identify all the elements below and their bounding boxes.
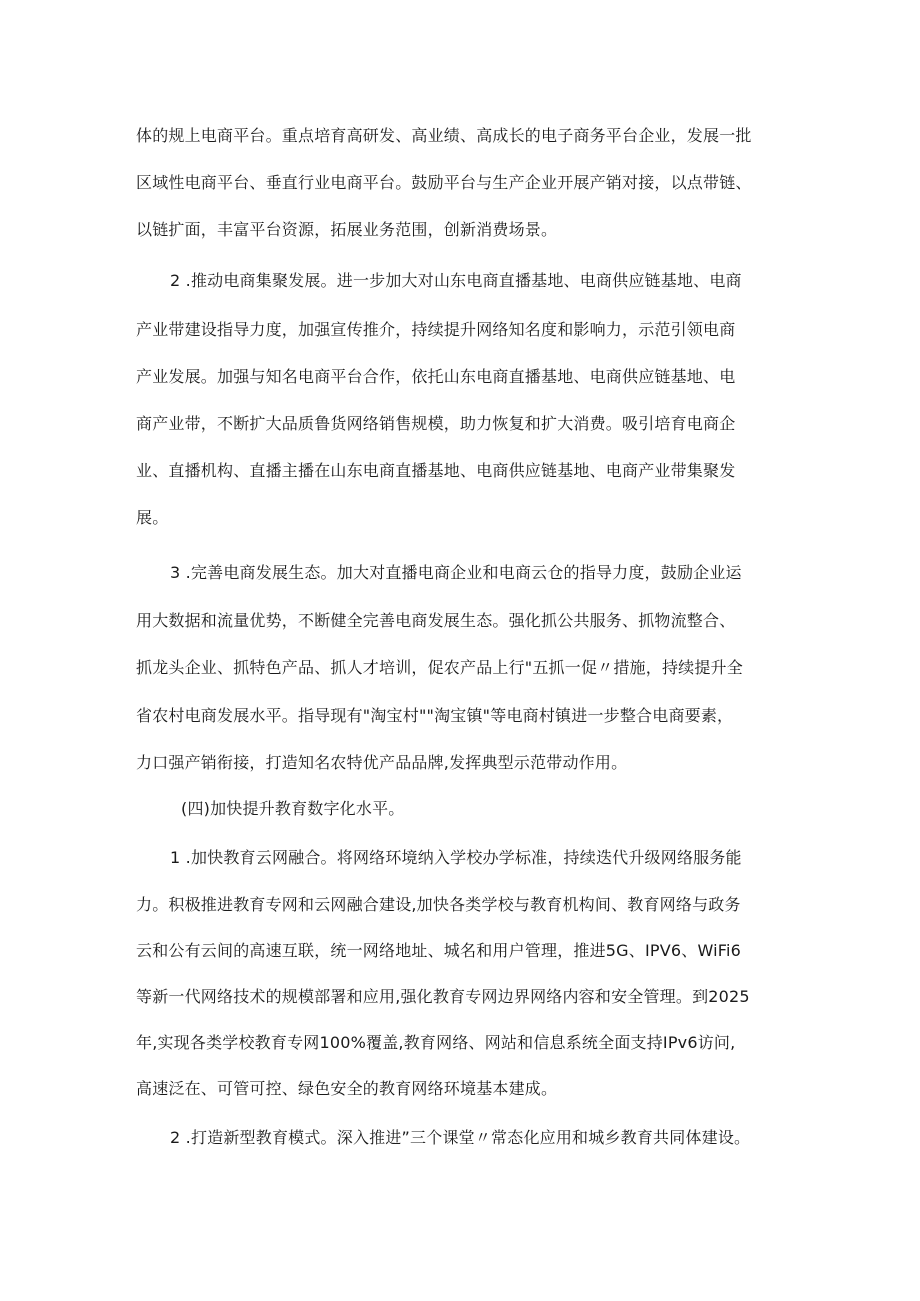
text-line: 产业带建设指导力度，加强宣传推介，持续提升网络知名度和影响力，示范引领电商 <box>136 320 736 339</box>
text-line: 展。 <box>136 508 169 527</box>
section-heading: (四)加快提升教育数字化水平。 <box>181 799 405 818</box>
text-line: 高速泛在、可管可控、绿色安全的教育网络环境基本建成。 <box>136 1079 558 1098</box>
text-line: 省农村电商发展水平。指导现有"淘宝村""淘宝镇"等电商村镇进一步整合电商要素， <box>136 706 734 725</box>
text-line: 抓龙头企业、抓特色产品、抓人才培训，促农产品上行"五抓一促〃措施，持续提升全 <box>136 658 743 677</box>
text-line: 力口强产销衔接，打造知名农特优产品品牌,发挥典型示范带动作用。 <box>136 753 628 772</box>
text-line: 体的规上电商平台。重点培育高研发、高业绩、高成长的电子商务平台企业，发展一批 <box>136 126 752 145</box>
text-line: 2 .推动电商集聚发展。进一步加大对山东电商直播基地、电商供应链基地、电商 <box>170 271 742 290</box>
text-line: 用大数据和流量优势，不断健全完善电商发展生态。强化抓公共服务、抓物流整合、 <box>136 611 736 630</box>
text-line: 等新一代网络技术的规模部署和应用,强化教育专网边界网络内容和安全管理。到2025 <box>136 987 750 1006</box>
text-line: 以链扩面，丰富平台资源，拓展业务范围，创新消费场景。 <box>136 220 558 239</box>
text-line: 产业发展。加强与知名电商平台合作，依托山东电商直播基地、电商供应链基地、电 <box>136 367 736 386</box>
text-line: 3 .完善电商发展生态。加大对直播电商企业和电商云仓的指导力度，鼓励企业运 <box>170 563 742 582</box>
text-line: 年,实现各类学校教育专网100%覆盖,教育网络、网站和信息系统全面支持IPv6访问, <box>136 1033 736 1052</box>
text-line: 商产业带，不断扩大品质鲁货网络销售规模，助力恢复和扩大消费。吸引培育电商企 <box>136 414 736 433</box>
text-line: 2 .打造新型教育模式。深入推进”三个课堂〃常态化应用和城乡教育共同体建设。 <box>170 1128 751 1147</box>
text-line: 区域性电商平台、垂直行业电商平台。鼓励平台与生产企业开展产销对接，以点带链、 <box>136 173 752 192</box>
text-line: 1 .加快教育云网融合。将网络环境纳入学校办学标准，持续迭代升级网络服务能 <box>170 848 742 867</box>
text-line: 力。积极推进教育专网和云网融合建设,加快各类学校与教育机构间、教育网络与政务 <box>136 895 741 914</box>
text-line: 业、直播机构、直播主播在山东电商直播基地、电商供应链基地、电商产业带集聚发 <box>136 461 736 480</box>
text-line: 云和公有云间的高速互联，统一网络地址、城名和用户管理，推进5G、IPV6、WiFi6 <box>136 941 742 960</box>
